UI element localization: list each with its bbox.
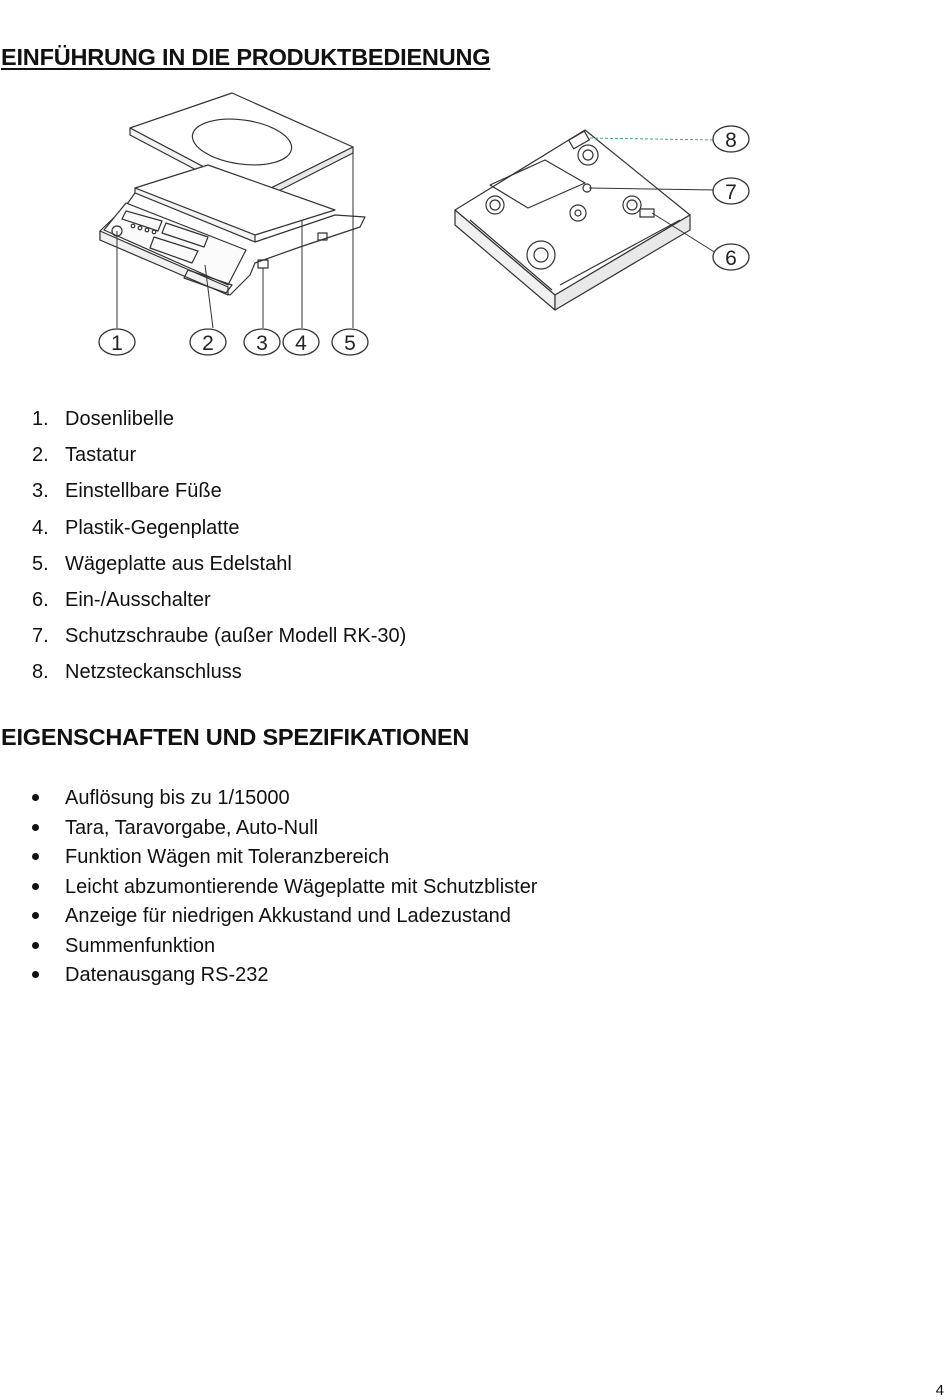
bullet-icon [32,824,39,831]
section-heading-specs: EIGENSCHAFTEN UND SPEZIFIKATIONEN [1,724,470,750]
svg-text:7: 7 [725,181,737,204]
svg-text:2: 2 [202,332,214,355]
list-text: Einstellbare Füße [65,480,222,503]
callout-7 [713,178,749,204]
callout-4 [283,329,319,355]
list-number: 8. [32,661,49,684]
bullet-icon [32,942,39,949]
callout-5 [332,329,368,355]
list-number: 6. [32,588,49,611]
list-text: Auflösung bis zu 1/15000 [65,787,290,809]
bullet-icon [32,971,39,978]
list-number: 7. [32,625,49,648]
list-text: Tastatur [65,444,137,467]
list-text: Funktion Wägen mit Toleranzbereich [65,846,390,868]
svg-text:5: 5 [344,332,356,355]
list-text: Dosenlibelle [65,408,174,430]
callout-8 [713,126,749,152]
bullet-icon [32,912,39,919]
scale-front-view [100,93,365,295]
list-number: 4. [32,516,49,539]
bullet-icon [32,794,39,801]
callout-2 [190,329,226,355]
svg-text:6: 6 [725,247,737,270]
callout-1 [99,329,135,355]
scale-diagram [0,85,950,375]
svg-text:1: 1 [111,332,123,355]
list-text: Plastik-Gegenplatte [65,516,240,539]
list-text: Anzeige für niedrigen Akkustand und Ladezustand [65,905,511,927]
scale-bottom-view [455,130,690,310]
page-number: 4 [935,1382,944,1399]
list-text: Datenausgang RS-232 [65,964,269,986]
list-number: 5. [32,552,49,575]
svg-text:4: 4 [295,332,307,355]
bullet-icon [32,883,39,890]
list-text: Netzsteckanschluss [65,661,242,684]
callout-6 [713,244,749,270]
list-text: Leicht abzumontierende Wägeplatte mit Schutzblister [65,875,538,898]
list-text: Schutzschraube (außer Modell RK-30) [65,625,407,648]
list-number: 3. [32,480,49,503]
list-text: Tara, Taravorgabe, Auto-Null [65,816,319,839]
callout-3 [244,329,280,355]
list-number: 2. [32,444,49,467]
list-text: Summenfunktion [65,934,216,957]
svg-text:3: 3 [256,332,268,355]
list-text: Wägeplatte aus Edelstahl [65,552,292,575]
bullet-icon [32,853,39,860]
list-text: Ein-/Ausschalter [65,588,211,611]
svg-text:8: 8 [725,129,737,152]
section-heading-intro: EINFÜHRUNG IN DIE PRODUKTBEDIENUNG [1,44,491,70]
list-number: 1. [32,408,49,430]
